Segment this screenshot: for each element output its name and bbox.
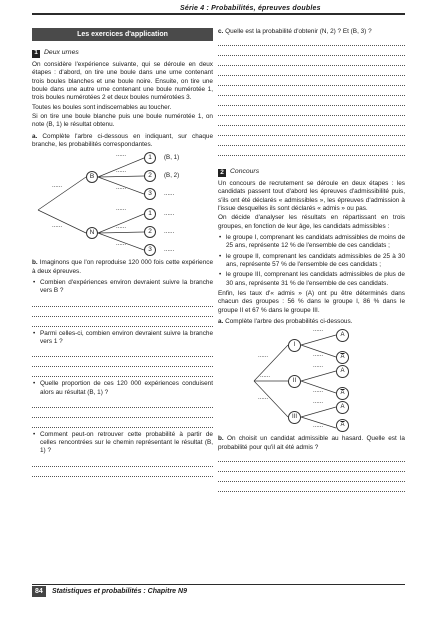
answer-line[interactable] bbox=[218, 57, 405, 66]
tree-node-not-admitted: $\overline{A}$ bbox=[336, 387, 349, 400]
answer-line[interactable] bbox=[218, 107, 405, 116]
exercise-number: 2 bbox=[218, 169, 226, 177]
question-b-list bbox=[32, 279, 213, 296]
question-b-item: • Combien d'expériences environ devraient suivre la branche vers B ? bbox=[32, 279, 213, 296]
result-blank[interactable]: ...... bbox=[164, 228, 175, 236]
tree-node-b: B bbox=[86, 171, 98, 183]
branch-prob-n1[interactable]: ...... bbox=[116, 206, 127, 213]
question-text: Complète l'arbre ci-dessous en indiquant, sur chaque branche, les probabilités correspondantes. bbox=[32, 132, 213, 148]
answer-line[interactable] bbox=[218, 147, 405, 156]
result-b1: (B, 1) bbox=[164, 154, 180, 162]
branch-prob-abar[interactable]: ...... bbox=[313, 423, 324, 430]
answer-line[interactable] bbox=[218, 97, 405, 106]
answer-line[interactable] bbox=[218, 453, 405, 462]
tree-node-group-2: II bbox=[288, 375, 301, 388]
answer-line[interactable] bbox=[32, 399, 213, 408]
answer-line[interactable] bbox=[32, 298, 213, 307]
question-a bbox=[32, 133, 213, 150]
page-header-title: Série 4 : Probabilités, épreuves doubles bbox=[180, 5, 321, 12]
question-b-list bbox=[32, 380, 213, 397]
question-c bbox=[218, 28, 405, 36]
question-b-item: • Comment peut-on retrouver cette probabilité à partir de celles rencontrées sur le chemin représentant le résultat (B, 1) ? bbox=[32, 431, 213, 456]
tree-node-2: 2 bbox=[144, 170, 156, 182]
exercise-title: Deux urnes bbox=[44, 49, 79, 57]
question-b bbox=[218, 435, 405, 452]
branch-prob-n3[interactable]: ...... bbox=[116, 241, 127, 248]
answer-line[interactable] bbox=[218, 67, 405, 76]
result-b2: (B, 2) bbox=[164, 172, 180, 180]
answer-line[interactable] bbox=[218, 117, 405, 126]
question-text: On choisit un candidat admissible au hasard. Quelle est la probabilité pour qu'il ait été admis ? bbox=[218, 435, 405, 451]
question-label: a. bbox=[32, 132, 38, 140]
exercise-number: 1 bbox=[32, 50, 40, 58]
question-a bbox=[218, 318, 405, 326]
question-b-item: • Parmi celles-ci, combien environ devraient suivre la branche vers 1 ? bbox=[32, 330, 213, 347]
exercise-2-heading bbox=[218, 168, 405, 177]
answer-line[interactable] bbox=[218, 463, 405, 472]
exercise-1-heading bbox=[32, 49, 213, 58]
branch-prob-b[interactable]: ...... bbox=[52, 183, 63, 190]
branch-prob-n[interactable]: ...... bbox=[52, 223, 63, 230]
tree-node-2: 2 bbox=[144, 226, 156, 238]
tree-node-group-3: III bbox=[288, 411, 301, 424]
group-item: • le groupe I, comprenant les candidats admissibles de moins de 25 ans, représente 12 % de l'ensemble de ces candidats ; bbox=[218, 234, 405, 251]
question-label: b. bbox=[32, 259, 38, 267]
admission-rates: Enfin, les taux d'« admis » (A) ont pu être déterminés dans chacun des groupes : 56 % dans le groupe I, 86 % dans le groupe II et 67 % dans le groupe III. bbox=[218, 290, 405, 314]
branch-prob-a[interactable]: ...... bbox=[313, 399, 324, 406]
answer-line[interactable] bbox=[218, 473, 405, 482]
exercise-title: Concours bbox=[230, 168, 260, 176]
branch-prob-b1[interactable]: ...... bbox=[116, 152, 127, 159]
tree-node-n: N bbox=[86, 227, 98, 239]
tree-node-not-admitted: $\overline{A}$ bbox=[336, 419, 349, 432]
probability-tree-urns bbox=[32, 152, 213, 255]
question-b-item: • Quelle proportion de ces 120 000 expériences conduisent alors au résultat (B, 1) ? bbox=[32, 380, 213, 397]
question-b-list bbox=[32, 431, 213, 456]
answer-line[interactable] bbox=[218, 37, 405, 46]
exercise-1-intro-3: Si on tire une boule blanche puis une boule numérotée 1, on note (B, 1) le résultat obtenu. bbox=[32, 112, 213, 129]
left-column bbox=[32, 28, 213, 477]
branch-prob-abar[interactable]: ...... bbox=[313, 388, 324, 395]
answer-line[interactable] bbox=[218, 77, 405, 86]
question-b bbox=[32, 259, 213, 276]
answer-line[interactable] bbox=[32, 308, 213, 317]
tree-node-1: 1 bbox=[144, 208, 156, 220]
question-label: b. bbox=[218, 435, 224, 443]
answer-line[interactable] bbox=[32, 368, 213, 377]
branch-prob-a[interactable]: ...... bbox=[313, 327, 324, 334]
answer-line[interactable] bbox=[218, 47, 405, 56]
exercise-2-intro-2: On décide d'analyser les résultats en répartissant en trois groupes, en fonction de leur âge, les candidats admissibles : bbox=[218, 214, 405, 230]
tree-node-not-admitted: $\overline{A}$ bbox=[336, 351, 349, 364]
answer-line[interactable] bbox=[218, 127, 405, 136]
groups-list bbox=[218, 234, 405, 288]
group-item: • le groupe III, comprenant les candidats admissibles de plus de 30 ans, représente 31 % de l'ensemble de ces candidats. bbox=[218, 271, 405, 288]
answer-line[interactable] bbox=[32, 358, 213, 367]
branch-prob-b2[interactable]: ...... bbox=[116, 168, 127, 175]
tree-node-admitted: A bbox=[336, 329, 349, 342]
answer-line[interactable] bbox=[218, 137, 405, 146]
result-blank[interactable]: ...... bbox=[164, 190, 175, 198]
branch-prob-b3[interactable]: ...... bbox=[116, 185, 127, 192]
group-item: • le groupe II, comprenant les candidats admissibles de 25 à 30 ans, représente 57 % de l'ensemble de ces candidats ; bbox=[218, 253, 405, 270]
section-banner: Les exercices d'application bbox=[32, 28, 213, 41]
tree-node-group-1: I bbox=[288, 339, 301, 352]
footer-title: Statistiques et probabilités : Chapitre N9 bbox=[52, 588, 187, 595]
answer-line[interactable] bbox=[32, 419, 213, 428]
tree-node-admitted: A bbox=[336, 365, 349, 378]
answer-line[interactable] bbox=[32, 458, 213, 467]
right-column bbox=[218, 28, 405, 492]
header-rule bbox=[32, 13, 405, 15]
tree-node-admitted: A bbox=[336, 401, 349, 414]
exercise-2-intro: Un concours de recrutement se déroule en deux étapes : les candidats passent tout d'abord les épreuves d'admissibilité puis, s'ils ont été déclarés « admissibles », les épreuves d'admission à l'issue desquelles ils sont déclarés « admis » ou pas. bbox=[218, 180, 405, 213]
branch-prob-g1[interactable]: ...... bbox=[258, 353, 269, 360]
branch-prob-a[interactable]: ...... bbox=[313, 363, 324, 370]
answer-line[interactable] bbox=[32, 409, 213, 418]
answer-line[interactable] bbox=[218, 483, 405, 492]
tree-node-1: 1 bbox=[144, 152, 156, 164]
question-label: c. bbox=[218, 28, 224, 35]
probability-tree-contest bbox=[218, 327, 405, 431]
question-text: Quelle est la probabilité d'obtenir (N, 2) ? Et (B, 3) ? bbox=[225, 28, 372, 35]
footer-rule bbox=[32, 584, 405, 585]
tree-node-3: 3 bbox=[144, 188, 156, 200]
exercise-1-intro-2: Toutes les boules sont indiscernables au toucher. bbox=[32, 103, 172, 111]
branch-prob-g3[interactable]: ...... bbox=[258, 395, 269, 402]
answer-line[interactable] bbox=[32, 348, 213, 357]
branch-prob-n2[interactable]: ...... bbox=[116, 224, 127, 231]
page-number: 84 bbox=[32, 586, 46, 597]
result-blank[interactable]: ...... bbox=[164, 210, 175, 218]
branch-prob-abar[interactable]: ...... bbox=[313, 352, 324, 359]
exercise-1-intro: On considère l'expérience suivante, qui se déroule en deux étapes : d'abord, on tire une boule dans une urne contenant trois boules blanches et une boule noire. Ensuite, on tire une boule dans une autre urne contenant une boule numérotée 1, trois boules numérotées 2 et deux boules numérotées 3. bbox=[32, 60, 213, 102]
tree-branches bbox=[218, 331, 405, 431]
answer-line[interactable] bbox=[32, 318, 213, 327]
question-text: Complète l'arbre des probabilités ci-dessous. bbox=[225, 318, 353, 326]
tree-node-3: 3 bbox=[144, 244, 156, 256]
question-b-list bbox=[32, 330, 213, 347]
question-label: a. bbox=[218, 318, 224, 326]
question-text: Imaginons que l'on reproduise 120 000 fois cette expérience à deux épreuves. bbox=[32, 259, 213, 275]
answer-line[interactable] bbox=[32, 468, 213, 477]
branch-prob-g2[interactable]: ...... bbox=[260, 373, 271, 380]
result-blank[interactable]: ...... bbox=[164, 246, 175, 254]
answer-line[interactable] bbox=[218, 87, 405, 96]
